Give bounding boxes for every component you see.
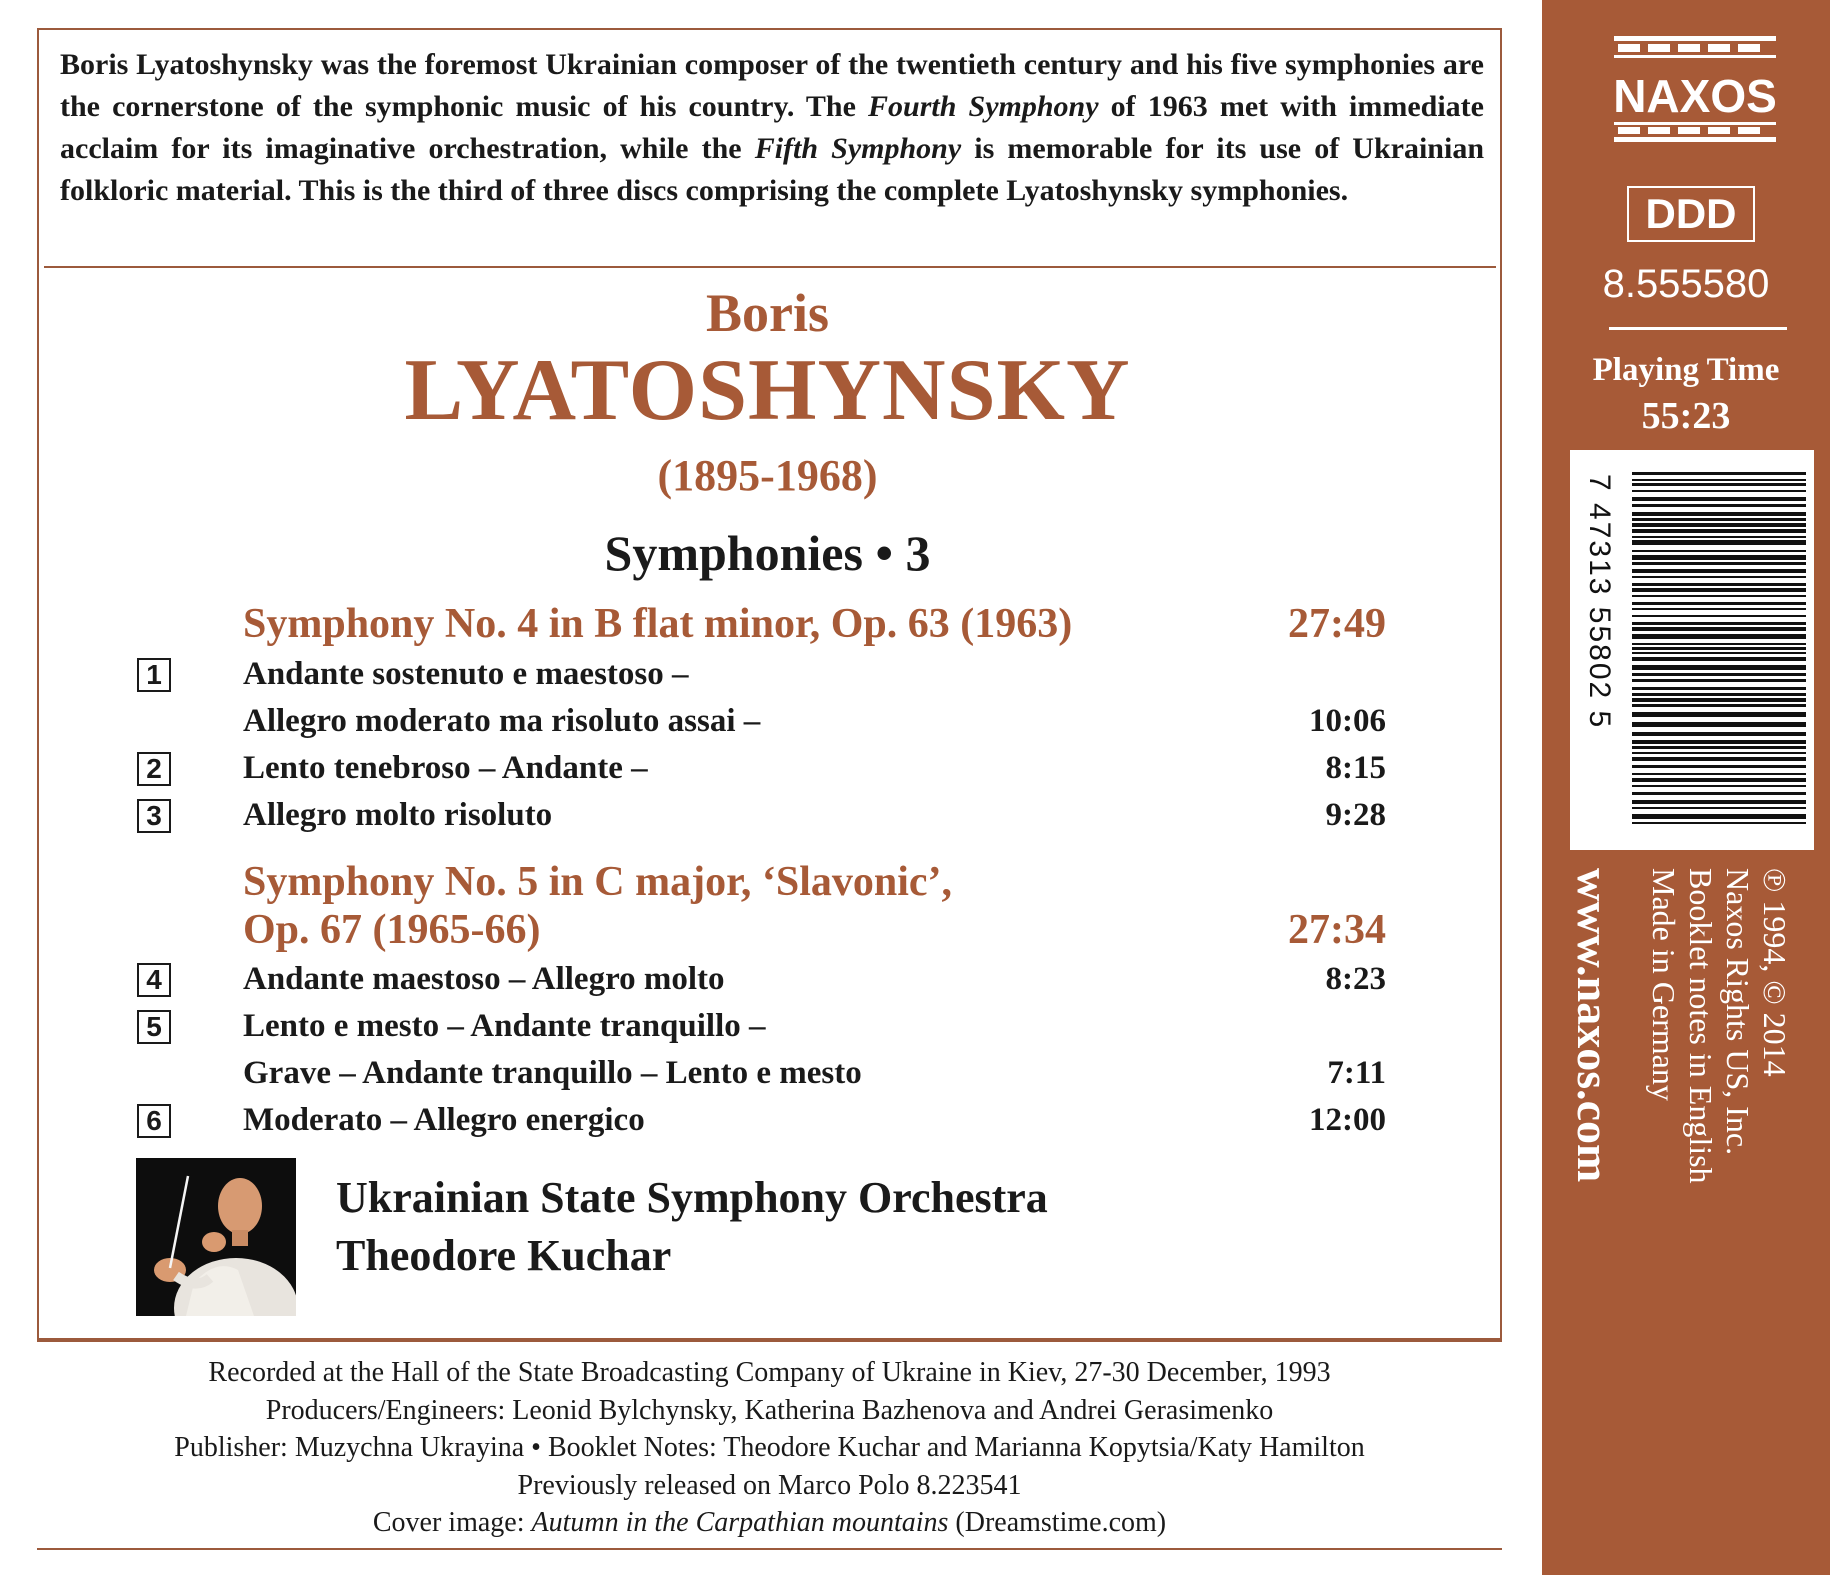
barcode-bar <box>1632 722 1806 727</box>
barcode-bar <box>1632 773 1806 775</box>
barcode-bar <box>1632 562 1806 565</box>
track-time: 10:06 <box>1309 703 1386 739</box>
barcode-bar <box>1632 472 1806 475</box>
track-number: 2 <box>137 752 171 786</box>
credits-line: Producers/Engineers: Leonid Bylchynsky, Katherina Bazhenova and Andrei Gerasimenko <box>265 1394 1274 1426</box>
barcode-bar <box>1632 540 1806 545</box>
credits-divider <box>37 1340 1502 1342</box>
barcode-bar <box>1632 523 1806 527</box>
playing-time-label: Playing Time <box>1592 352 1780 388</box>
track-time: 8:15 <box>1325 750 1386 786</box>
barcode-bar <box>1632 536 1806 538</box>
barcode-bar <box>1632 615 1806 617</box>
track-time: 7:11 <box>1327 1055 1386 1091</box>
barcode-bar <box>1632 757 1806 761</box>
barcode-bar <box>1632 497 1806 501</box>
work-title-continued: Op. 67 (1965-66) <box>243 907 541 953</box>
barcode-bar <box>1632 569 1806 573</box>
work-title: Symphony No. 4 in B flat minor, Op. 63 (1963) <box>243 601 1073 647</box>
barcode-bar <box>1632 822 1806 824</box>
credits-line: Recorded at the Hall of the State Broadcasting Company of Ukraine in Kiev, 27-30 December, 1993 <box>208 1357 1331 1388</box>
sidebar-rule <box>1609 327 1787 330</box>
conductor-name: Theodore Kuchar <box>336 1231 672 1280</box>
barcode-bar <box>1632 693 1806 696</box>
work-title: Symphony No. 5 in C major, ‘Slavonic’, <box>243 859 953 905</box>
naxos-logo-text: NAXOS <box>1613 70 1777 122</box>
barcode-bar <box>1632 814 1806 819</box>
legal-line: Naxos Rights US, Inc. <box>1720 868 1756 1156</box>
album-title: Symphonies • 3 <box>604 525 931 581</box>
barcode-bar <box>1632 765 1806 768</box>
barcode-bar <box>1632 652 1806 654</box>
track-title: Andante maestoso – Allegro molto <box>243 961 725 997</box>
barcode-bar <box>1632 647 1806 650</box>
barcode-bar <box>1632 712 1806 717</box>
ddd-badge: DDD <box>1627 186 1755 242</box>
legal-text <box>1645 868 1793 1184</box>
track-number: 4 <box>137 963 171 997</box>
barcode-bar <box>1632 792 1806 795</box>
conductor-photo-graphic <box>136 1158 296 1316</box>
track-time: 9:28 <box>1325 797 1386 833</box>
barcode-bar <box>1632 583 1806 586</box>
barcode-bar <box>1632 483 1806 486</box>
naxos-logo <box>1610 34 1780 146</box>
track-time: 12:00 <box>1309 1102 1386 1138</box>
barcode-bar <box>1632 807 1806 809</box>
credits-line: Cover image: Autumn in the Carpathian mountains (Dreamstime.com) <box>372 1507 1167 1538</box>
intro-divider <box>44 266 1496 268</box>
barcode-bar <box>1632 746 1806 749</box>
credits <box>37 1354 1502 1542</box>
track-number: 1 <box>137 658 171 692</box>
track-title-continued: Grave – Andante tranquillo – Lento e mesto <box>243 1055 862 1091</box>
playing-time: 55:23 <box>1641 395 1731 437</box>
barcode <box>1570 450 1814 850</box>
track-title: Andante sostenuto e maestoso – <box>243 656 689 692</box>
barcode-bar <box>1632 740 1806 744</box>
track-number: 3 <box>137 799 171 833</box>
barcode-bar <box>1632 504 1806 507</box>
intro-paragraph: Boris Lyatoshynsky was the foremost Ukrainian composer of the twentieth century and his five symphonies are the cornerstone of the symphonic music of his country. The Fourth Symphony of 1963 met with immediate acclaim for its imaginative orchestration, while the Fifth Symphony is memorable for its use of Ukrainian folkloric material. This is the third of three discs comprising the complete Lyatoshynsky symphonies. <box>60 48 1484 207</box>
barcode-bar <box>1632 595 1806 597</box>
track-title-continued: Allegro moderato ma risoluto assai – <box>243 703 761 739</box>
legal-line: ℗ 1994, © 2014 <box>1757 868 1793 1077</box>
barcode-bar <box>1632 752 1806 754</box>
barcode-bar <box>1632 555 1806 560</box>
barcode-digits: 7 47313 55802 5 <box>1583 474 1616 730</box>
catalogue-number: 8.555580 <box>1602 262 1770 306</box>
barcode-bar <box>1632 679 1806 682</box>
track-number: 5 <box>137 1010 171 1044</box>
barcode-bar <box>1632 550 1806 552</box>
work-duration: 27:34 <box>1288 907 1386 953</box>
barcode-bar <box>1632 490 1806 492</box>
barcode-bar <box>1632 785 1806 787</box>
barcode-bar <box>1632 732 1806 736</box>
legal-line: Booklet notes in English <box>1683 868 1719 1184</box>
legal-line: Made in Germany <box>1646 868 1682 1101</box>
barcode-bar <box>1632 479 1806 481</box>
barcode-bar <box>1632 634 1806 639</box>
barcode-bar <box>1632 622 1806 625</box>
website-url: www.naxos.com <box>1568 868 1619 1183</box>
composer-dates: (1895-1968) <box>657 451 878 500</box>
barcode-bar <box>1632 673 1806 676</box>
barcode-bar <box>1632 704 1806 707</box>
bottom-rule <box>37 1548 1502 1550</box>
barcode-bar <box>1632 778 1806 782</box>
track-title: Lento e mesto – Andante tranquillo – <box>243 1008 766 1044</box>
track-title: Moderato – Allegro energico <box>243 1102 645 1138</box>
composer-first-name: Boris <box>705 283 829 343</box>
barcode-bar <box>1632 627 1806 631</box>
barcode-bar <box>1632 588 1806 592</box>
barcode-bar <box>1632 512 1806 516</box>
credits-line: Previously released on Marco Polo 8.223541 <box>517 1469 1022 1501</box>
track-title: Allegro molto risoluto <box>243 797 553 833</box>
work-duration: 27:49 <box>1288 601 1386 647</box>
barcode-bar <box>1632 529 1806 533</box>
track-time: 8:23 <box>1325 961 1386 997</box>
barcode-bar <box>1632 602 1806 605</box>
barcode-bar <box>1632 576 1806 578</box>
barcode-bar <box>1632 665 1806 670</box>
barcode-bar <box>1632 698 1806 702</box>
composer-surname: LYATOSHYNSKY <box>404 342 1131 439</box>
track-number: 6 <box>137 1104 171 1138</box>
barcode-graphic <box>1570 450 1814 850</box>
barcode-bar <box>1632 608 1806 610</box>
barcode-bar <box>1632 800 1806 804</box>
naxos-logo-graphic <box>1610 34 1780 146</box>
track-title: Lento tenebroso – Andante – <box>243 750 648 786</box>
conductor-photo <box>136 1158 296 1316</box>
barcode-bar <box>1632 643 1806 645</box>
credits-line: Publisher: Muzychna Ukrayina • Booklet Notes: Theodore Kuchar and Marianna Kopytsia/Katy Hamilton <box>174 1432 1365 1463</box>
orchestra-name: Ukrainian State Symphony Orchestra <box>336 1173 1048 1222</box>
barcode-bar <box>1632 687 1806 690</box>
barcode-bar <box>1632 657 1806 661</box>
barcode-bar <box>1632 518 1806 521</box>
